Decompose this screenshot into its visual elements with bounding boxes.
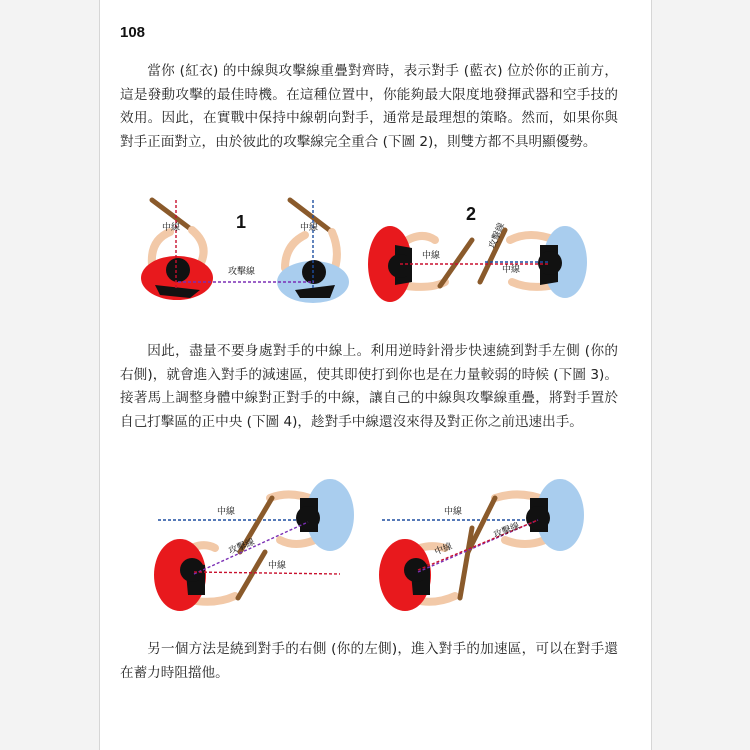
blue-fighter-head [538,251,562,275]
paragraph-2: 因此，盡量不要身處對手的中線上。利用逆時針滑步快速繞到對手左側 (你的右側)，就會進入對手的減速區，使其即使打到你也是在力量較弱的時候 (下圖 3)。接著馬上調整身體中線對正對手的中線，讓自己的中線與攻擊線重疊，將對手置於自己打擊區的正中央 (下圖 4)，趁對手中線還沒來得及對正你之前迅速出手。 [120,343,618,430]
label-midline-red-fig3: 中線 [268,561,287,571]
blue-fighter-head [526,506,550,530]
label-attack-line-fig2: 攻擊線 [487,221,508,251]
paragraph-1: 當你 (紅衣) 的中線與攻擊線重疊對齊時，表示對手 (藍衣) 位於你的正前方，這是發動攻擊的最佳時機。在這種位置中，你能夠最大限度地發揮武器和空手技的效用。因此，在實戰中保持中線朝向對手，通常是最理想的策略。然而，如果你與對手正面對立，由於彼此的攻擊線完全重合 (下圖 2)，則雙方都不具明顯優勢。 [120,63,618,150]
midline-red-fig3 [194,572,340,574]
figure-1 [141,200,349,303]
red-fighter-head [180,558,204,582]
label-attack-line-fig1: 攻擊線 [228,267,256,277]
figure-3-4 [100,470,653,620]
label-midline-red-fig2: 中線 [422,251,441,261]
label-midline-blue-fig2: 中線 [502,265,521,275]
label-attack-line-fig4: 攻擊線 [492,521,522,541]
blue-fighter-fig4 [468,479,584,552]
red-fighter-head [166,258,190,282]
figure-3 [154,479,354,611]
figure-number-2: 2 [466,204,477,224]
figure-2 [368,204,587,302]
stick [440,240,472,286]
blue-fighter-head [302,260,326,284]
label-attack-line-fig3: 攻擊線 [227,537,257,557]
stick [238,552,265,598]
stick [460,528,472,598]
figure-1-2 [100,190,653,320]
red-fighter-fig1 [141,200,213,300]
figure-4 [379,479,584,611]
label-midline-blue: 中線 [300,223,319,233]
paragraph-3: 另一個方法是繞到對手的右側 (你的左側)，進入對手的加速區，可以在對手還在蓄力時阻擋他。 [120,641,618,681]
label-midline-red: 中線 [162,223,181,233]
book-page [99,0,652,750]
red-fighter-head [388,254,412,278]
stick [468,498,495,552]
figure-number-1: 1 [236,212,247,232]
blue-fighter-fig3 [240,479,354,552]
label-midline-blue-fig3: 中線 [217,507,236,517]
label-midline-red-fig4: 中線 [433,541,454,558]
page-number: 108 [120,24,146,41]
red-fighter-head [404,558,428,582]
label-midline-blue-fig4: 中線 [444,507,463,517]
